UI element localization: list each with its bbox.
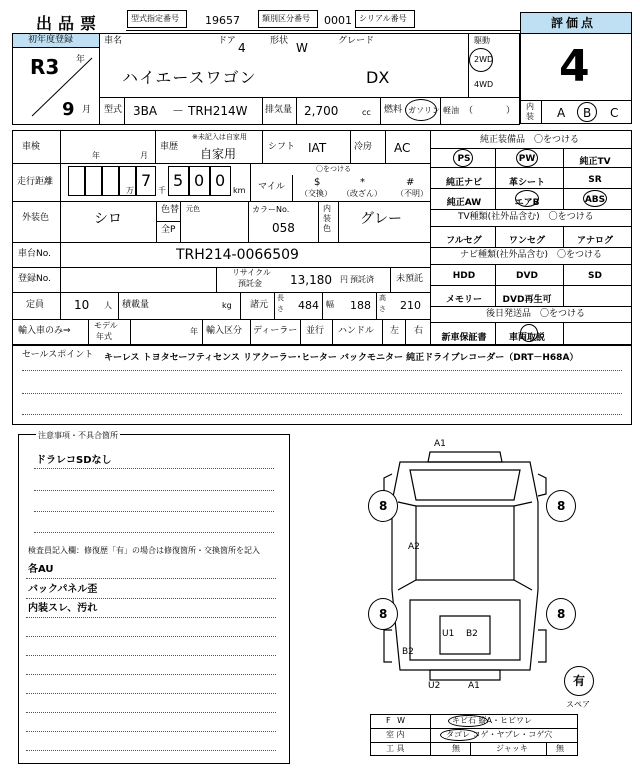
equip-ps-circle [453,149,473,167]
inspector-label: 検査員記入欄：修復歴「有」の場合は修復箇所・交換箇所を記入 [28,546,260,555]
equip-airbag-circle [515,190,539,207]
tv-fullseg: フルセグ [446,236,482,246]
equip-leather: 革シート [508,178,545,188]
history-note: ※未記入は自家用 [192,133,247,141]
length-label-2: さ [277,305,284,313]
interior-color-label-3: 色 [323,224,331,233]
color-value: シロ [94,211,122,227]
mark-u2: U2 [428,681,441,691]
month-unit: 月 [82,105,92,115]
load-unit: kg [222,301,232,310]
era-year: R3 [30,55,60,79]
light-oil-label: 軽油 [443,106,459,115]
car-name: ハイエースワゴン [122,68,257,87]
mileage-digit-3: 0 [215,171,226,190]
dims-label: 諸元 [250,300,269,310]
displacement-value: 2,700 [304,104,339,118]
reg-month: 9 [62,99,75,120]
shift-label: シフト [268,142,296,152]
equip-pw: PW [518,154,536,164]
mark-a2: A2 [408,542,420,552]
handle-label: ハンドル [338,326,375,336]
height-value: 210 [400,299,421,312]
model-spec-no: 19657 [205,14,240,27]
import-cat-label: 輸入区分 [206,326,243,336]
equip-pw-circle [516,149,538,167]
docs-manual-circle [520,324,538,342]
shaken-label: 車検 [22,142,41,152]
tools-label: 工 具 [386,744,405,753]
mark-b2-rear: B2 [466,629,478,639]
model-value: TRH214W [188,104,248,118]
interior-grade-b: B [583,106,592,120]
length-value: 484 [298,299,319,312]
deposited: 預託済 [350,275,374,284]
recycle-amount: 13,180 [290,273,332,287]
chassis-no: TRH214-0066509 [176,247,299,263]
spare-label: スペア [566,700,590,709]
equip-sr: SR [588,175,602,185]
mile-dollar-note: （交換） [300,189,332,198]
door-label: ドア [218,36,236,46]
mark-a1-rear: A1 [468,681,480,691]
score-label: 評価点 [551,16,597,30]
docs-title: 後日発送品 〇をつける [486,309,586,319]
fuel-circle [405,99,437,121]
shape-value: W [296,41,308,55]
history-value: 自家用 [200,147,237,161]
mile-hash: # [406,177,415,188]
equip-abs: ABS [584,195,606,205]
equip-airbag: エアB [514,198,540,208]
car-name-label: 車名 [104,36,123,46]
mileage-man: 7 [141,171,152,190]
navi-dvd-play: DVD再生可 [502,295,552,305]
mile-circle-note: 〇をつける [316,165,351,173]
fuel-value: ガソリン [408,106,440,115]
displacement-unit: cc [362,108,371,117]
interior-label-1: 内 [526,102,534,111]
mile-label: マイル [258,182,285,192]
docs-manual: 車両取説 [508,333,545,343]
tire-depth-fl: 8 [379,499,388,513]
color-no-label: カラーNo. [252,205,290,214]
ac-value: AC [394,141,411,155]
spare-value: 有 [573,674,586,688]
equip-abs-circle [583,190,607,207]
model-year-label-2: 年式 [96,332,112,341]
drive-4wd: 4WD [474,80,494,89]
model-prefix: 3BA [133,104,158,118]
mileage-digit-1: 5 [173,171,184,190]
handle-right: 右 [414,326,424,336]
category-no: 0001 [324,14,352,27]
fw-value: キビ石 縦A・ヒビワレ [452,716,533,725]
sales-point-label: セールスポイント [22,350,94,360]
sen-unit: 千 [158,186,166,195]
interior-label-2: 装 [526,112,534,121]
inspector-line-2: バックパネル歪 [28,584,98,595]
model-spec-label: 型式指定番号 [131,14,179,23]
capacity-value: 10 [74,298,90,312]
serial-label: シリアル番号 [359,14,407,23]
repaint-label: 色替 [161,205,180,215]
recycle-label-1: リサイクル [232,268,271,277]
category-label-box [258,10,318,28]
category-label: 類別区分番号 [262,14,310,23]
equip-ps: PS [457,154,471,164]
tv-title: TV種類(社外品含む) 〇をつける [458,212,594,222]
grade-label: グレード [338,36,375,46]
man-unit: 万 [126,186,134,195]
inspector-line-3: 内装スレ、汚れ [28,603,98,614]
mileage-label: 走行距離 [17,177,54,187]
model-spec-label-box [127,10,187,28]
km-unit: km [233,186,246,195]
model-year-label-1: モデル [94,321,118,330]
equip-aw: 純正AW [446,198,482,208]
width-label: 幅 [326,300,334,309]
drive-label: 駆動 [474,36,490,45]
fuel-label: 燃料 [384,105,403,115]
score-value: 4 [559,41,590,92]
equip-navi: 純正ナビ [445,178,482,188]
shaken-year-unit: 年 [92,151,100,160]
caution-line-1: ドラレコSDなし [36,455,112,466]
capacity-label: 定員 [26,300,45,310]
length-label-1: 長 [277,294,284,302]
first-year-label: 初年度登録 [28,35,74,45]
year-unit: 年 [76,55,86,65]
mile-star-note: （改ざん） [342,189,382,198]
door-count: 4 [238,41,246,55]
docs-warranty: 新車保証書 [441,333,487,343]
height-label-2: さ [379,305,386,313]
fw-circle [448,715,488,727]
equipment-title: 純正装備品 〇をつける [480,135,580,145]
interior-color-value: グレー [360,211,402,227]
paren-open: （ [464,106,474,116]
ac-label: 冷房 [354,142,373,152]
color-label: 外装色 [22,213,50,223]
navi-dvd: DVD [516,271,538,281]
interior-grade-c: C [610,106,619,120]
serial-label-box [355,10,415,28]
navi-memory: メモリー [445,295,482,305]
interior-grade-a: A [557,106,566,120]
fw-label: F W [386,716,408,725]
caution-label: 注意事項・不具合箇所 [38,431,118,440]
inspector-line-1: 各AU [28,564,54,575]
recycle-unit: 円 [340,275,348,284]
import-year-unit: 年 [190,327,198,336]
shape-label: 形状 [270,36,289,46]
width-value: 188 [350,299,371,312]
equip-tv: 純正TV [579,157,611,167]
mile-dollar: $ [314,177,321,188]
tire-depth-fr: 8 [557,499,566,513]
car-grade: DX [366,68,390,87]
mark-u1: U1 [442,629,455,639]
mark-b2-left: B2 [402,647,414,657]
repaint-original: 元色 [186,205,200,213]
history-label: 車歴 [160,142,179,152]
tire-depth-rl: 8 [379,607,388,621]
chassis-label: 車台No. [18,249,51,259]
tv-oneseg: ワンセグ [508,236,545,246]
parallel-option: 並行 [306,326,325,336]
shift-value: IAT [308,141,327,155]
navi-hdd: HDD [452,271,476,281]
handle-left: 左 [390,326,400,336]
color-no-value: 058 [272,221,295,235]
tools-value: 無 [452,744,460,753]
model-dash: － [172,104,185,118]
interior-color-label-2: 装 [323,214,331,223]
mile-hash-note: （不明） [396,189,428,198]
mileage-digit-2: 0 [194,171,205,190]
dealer-option: ディーラー [253,326,298,336]
jack-label: ジャッキ [496,744,528,753]
navi-sd: SD [588,271,602,281]
height-label-1: 高 [379,294,386,302]
mile-star: * [360,177,365,188]
sales-point-text: キーレス トヨタセーフティセンス リアクーラー･ヒーター バックモニター 純正ドライブレコーダー（DRT－H68A） [104,353,579,363]
score-box [520,12,632,124]
reg-no-label: 登録No. [18,274,51,284]
shaken-month-unit: 月 [140,151,148,160]
model-label: 型式 [104,105,123,115]
tire-depth-rr: 8 [557,607,566,621]
tv-analog: アナログ [576,236,613,246]
displacement-label: 排気量 [265,105,293,115]
form-title: 出品票 [36,14,103,33]
capacity-unit: 人 [104,301,112,310]
interior-row-circle [440,729,478,741]
jack-value: 無 [556,744,564,753]
recycle-label-2: 預託金 [238,279,262,288]
grade-b-circle [577,102,597,122]
load-label: 積載量 [122,300,150,310]
drive-2wd-circle [469,48,493,72]
interior-row-value: タゴレ コゲ・ヤブレ・コゲ穴 [446,730,553,739]
notes-box [18,431,290,764]
mark-a1-top: A1 [434,439,446,449]
paren-close: ） [506,106,516,116]
navi-title: ナビ種類(社外品含む) 〇をつける [460,250,603,260]
drive-2wd: 2WD [474,55,494,64]
import-label: 輸入車のみ⇒ [18,326,71,336]
repaint-full: 全P [161,225,176,235]
interior-row-label: 室 内 [386,730,405,739]
not-deposited: 未預託 [396,274,424,284]
interior-color-label-1: 内 [323,204,331,213]
